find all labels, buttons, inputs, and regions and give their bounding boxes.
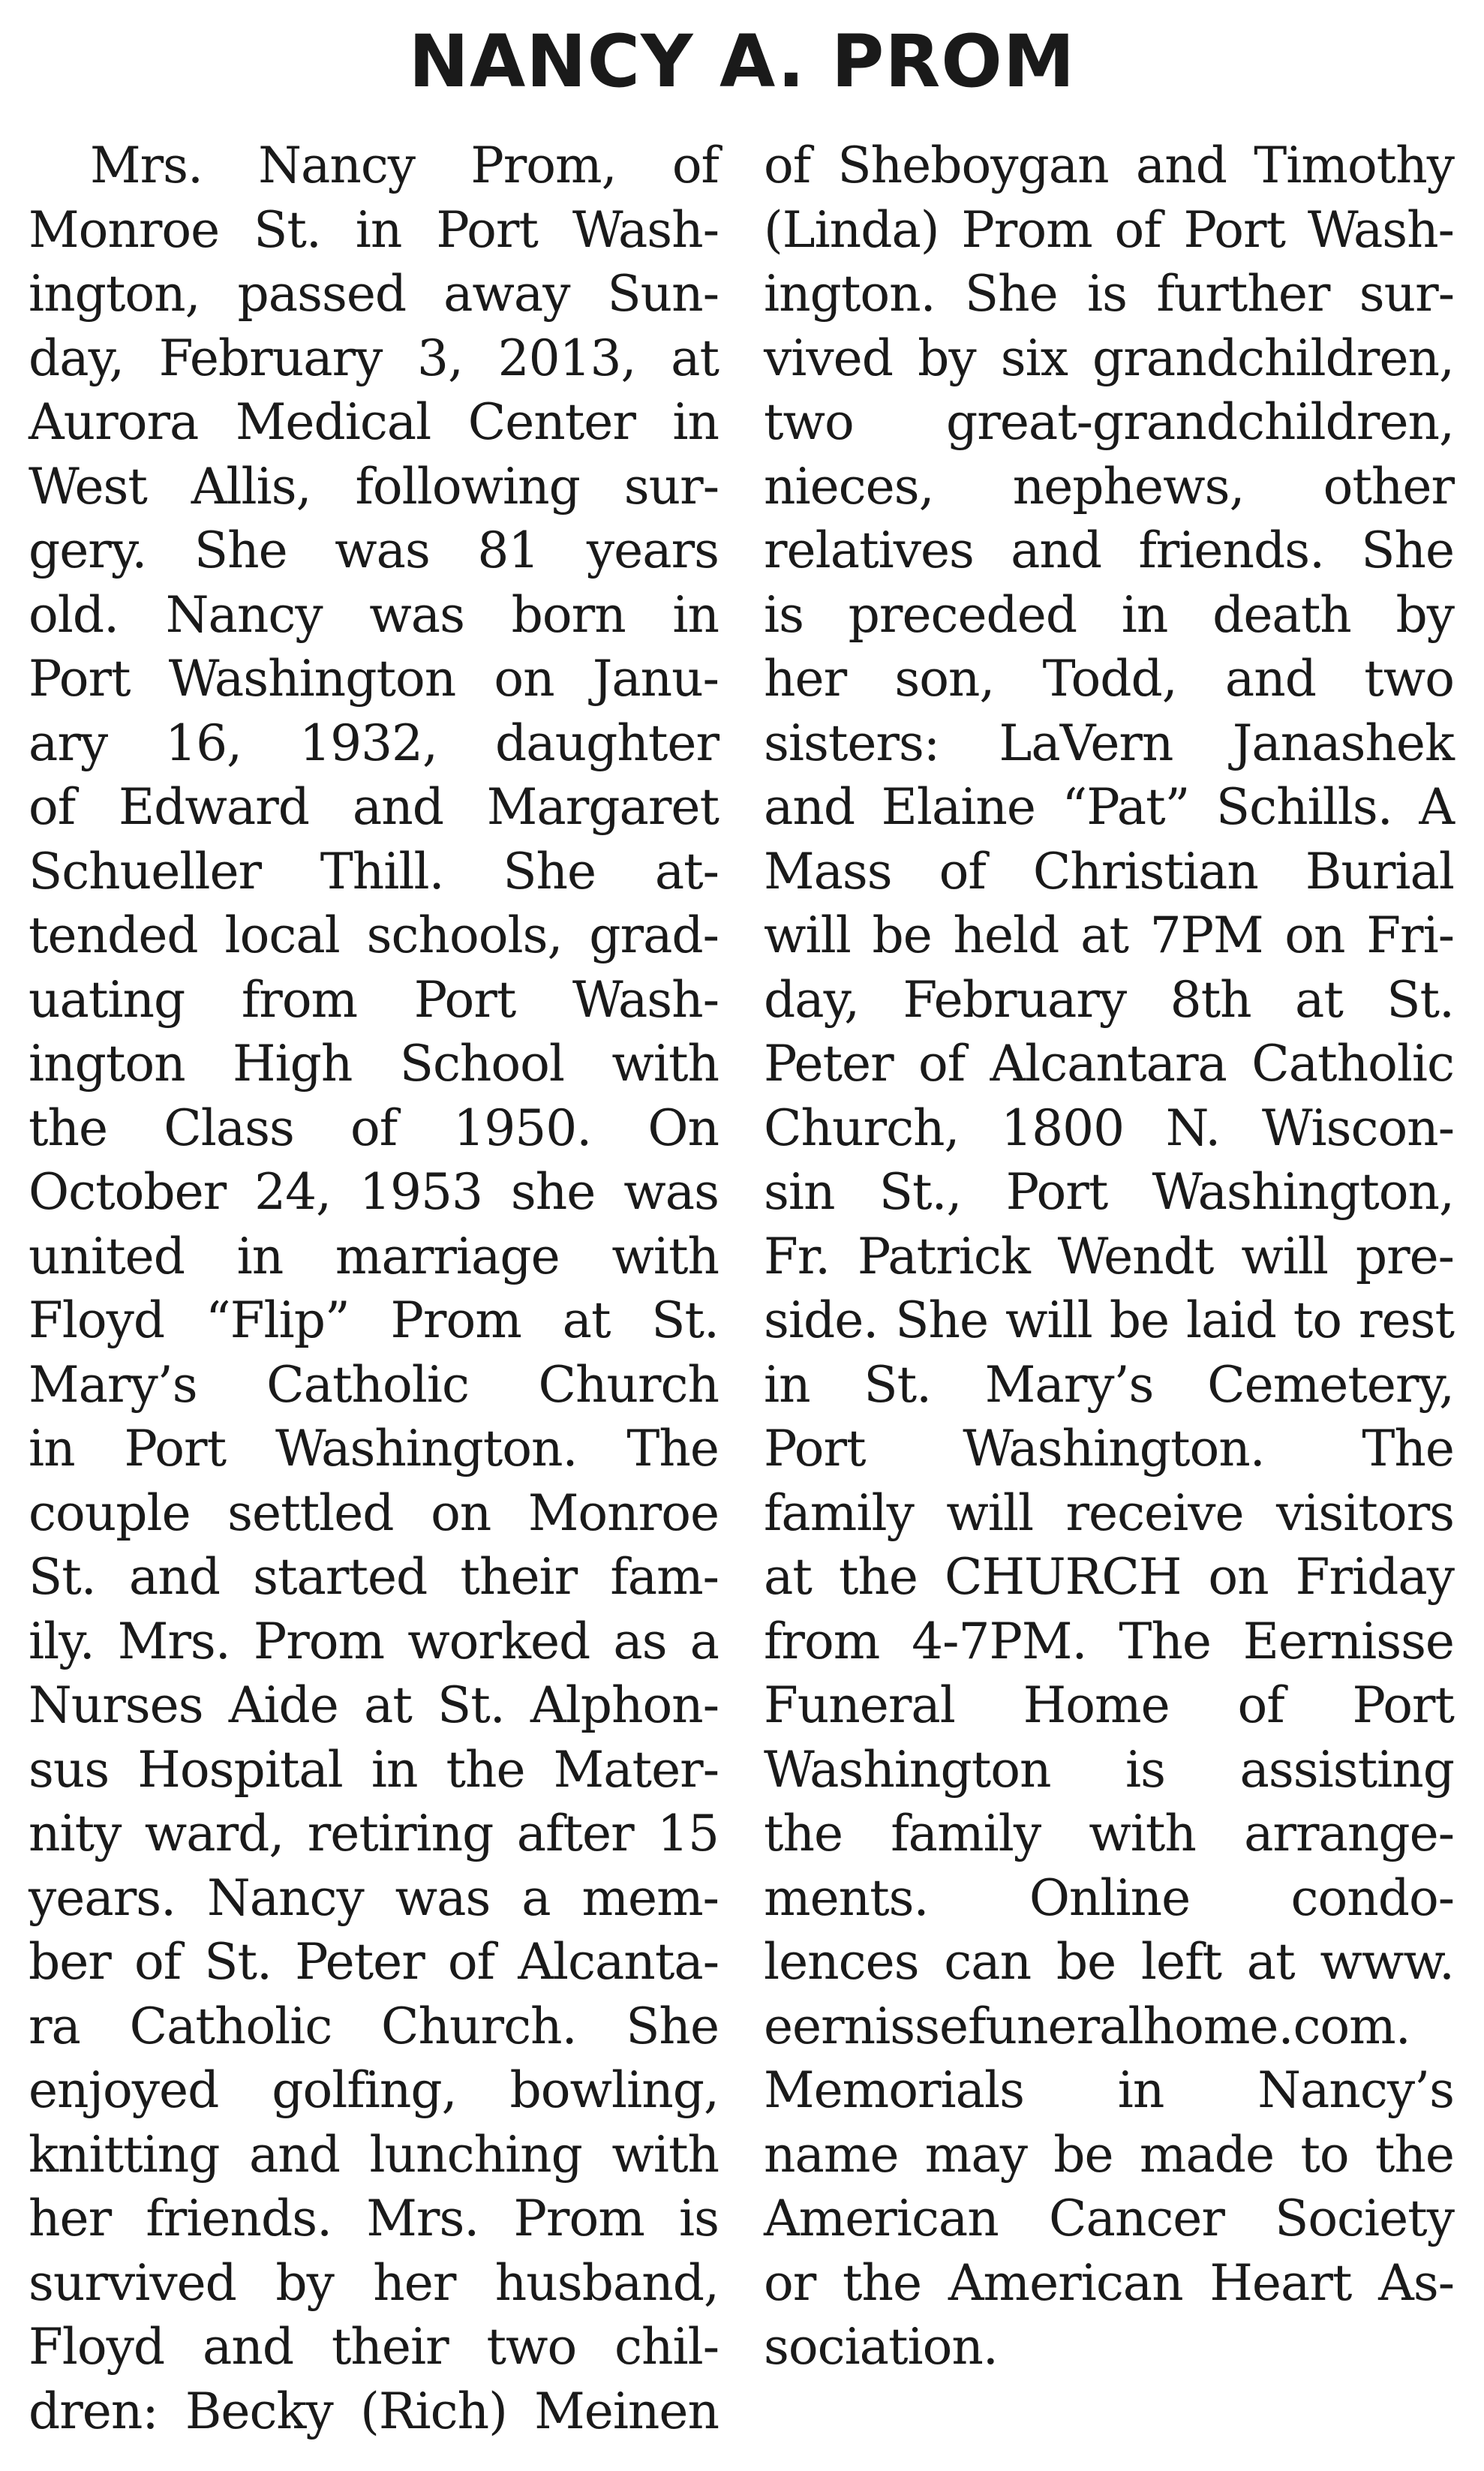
obituary-line: Floyd and their two chil-	[29, 2318, 719, 2376]
obituary-line: Aurora Medical Center in	[29, 393, 719, 451]
obituary-line: dren: Becky (Rich) Meinen	[29, 2382, 719, 2440]
obituary-line: Floyd “Flip” Prom at St.	[29, 1291, 719, 1349]
obituary-line: ra Catholic Church. She	[29, 1997, 719, 2055]
obituary-line: Port Washington. The	[764, 1420, 1454, 1477]
obituary-line: vived by six grandchildren,	[764, 329, 1454, 387]
obituary-line: her friends. Mrs. Prom is	[29, 2190, 719, 2247]
obituary-line: Church, 1800 N. Wiscon-	[764, 1099, 1454, 1157]
obituary-line: ber of St. Peter of Alcanta-	[29, 1933, 719, 1991]
obituary-line: West Allis, following sur-	[29, 457, 719, 516]
obituary-line: family will receive visitors	[764, 1484, 1454, 1542]
obituary-line: in Port Washington. The	[29, 1420, 719, 1477]
obituary-line: sociation.	[764, 2318, 998, 2376]
obituary-line: Nurses Aide at St. Alphon-	[29, 1676, 719, 1734]
obituary-line: ington. She is further sur-	[764, 265, 1454, 323]
obituary-line: ington, passed away Sun-	[29, 265, 719, 323]
obituary-line: American Cancer Society	[764, 2190, 1454, 2247]
obituary-line: of Edward and Margaret	[29, 778, 719, 836]
obituary-line: Memorials in Nancy’s	[764, 2061, 1454, 2119]
obituary-line: ily. Mrs. Prom worked as a	[29, 1612, 719, 1670]
obituary-line: her son, Todd, and two	[764, 650, 1454, 708]
obituary-line: at the CHURCH on Friday	[764, 1548, 1454, 1606]
obituary-line: survived by her husband,	[29, 2253, 719, 2312]
obituary-line: years. Nancy was a mem-	[29, 1868, 719, 1927]
obituary-line: the family with arrange-	[764, 1805, 1454, 1862]
obituary-line: nity ward, retiring after 15	[29, 1805, 719, 1862]
obituary-line: tended local schools, grad-	[29, 906, 719, 964]
obituary-line: Mrs. Nancy Prom, of	[90, 137, 719, 194]
obituary-line: sin St., Port Washington,	[764, 1163, 1454, 1221]
obituary-line: side. She will be laid to rest	[764, 1291, 1454, 1349]
obituary-line: couple settled on Monroe	[29, 1484, 719, 1542]
obituary-line: knitting and lunching with	[29, 2125, 719, 2184]
obituary-line: (Linda) Prom of Port Wash-	[764, 200, 1454, 259]
obituary-column-left	[29, 134, 719, 2443]
obituary-line: ington High School with	[29, 1035, 719, 1093]
obituary-line: Funeral Home of Port	[764, 1676, 1454, 1734]
obituary-line: Mary’s Catholic Church	[29, 1355, 719, 1414]
obituary-line: day, February 3, 2013, at	[29, 329, 719, 387]
obituary-line: St. and started their fam-	[29, 1548, 719, 1606]
obituary-headline: NANCY A. PROM	[408, 20, 1076, 104]
obituary-line: nieces, nephews, other	[764, 457, 1454, 516]
obituary-line: Schueller Thill. She at-	[29, 842, 719, 900]
obituary-line: Fr. Patrick Wendt will pre-	[764, 1227, 1454, 1285]
obituary-line: relatives and friends. She	[764, 522, 1454, 579]
obituary-line: two great-grandchildren,	[764, 393, 1454, 451]
obituary-line: Port Washington on Janu-	[29, 650, 719, 708]
obituary-line: day, February 8th at St.	[764, 970, 1454, 1029]
obituary-line: Washington is assisting	[764, 1740, 1454, 1799]
obituary-line: sisters: LaVern Janashek	[764, 714, 1454, 772]
obituary-line: lences can be left at www.	[764, 1933, 1454, 1991]
obituary-line: Peter of Alcantara Catholic	[764, 1035, 1454, 1093]
obituary-line: or the American Heart As-	[764, 2253, 1454, 2312]
obituary-line: in St. Mary’s Cemetery,	[764, 1355, 1454, 1414]
obituary-line: October 24, 1953 she was	[29, 1163, 719, 1221]
obituary-line: is preceded in death by	[764, 585, 1454, 644]
obituary-line: Mass of Christian Burial	[764, 842, 1454, 900]
obituary-line: gery. She was 81 years	[29, 522, 719, 579]
obituary-line: will be held at 7PM on Fri-	[764, 906, 1454, 964]
obituary-line: sus Hospital in the Mater-	[29, 1740, 719, 1799]
obituary-line: old. Nancy was born in	[29, 585, 719, 644]
obituary-line: of Sheboygan and Timothy	[764, 137, 1454, 194]
obituary-column-right	[764, 134, 1454, 2379]
obituary-line: the Class of 1950. On	[29, 1099, 719, 1157]
obituary-line: united in marriage with	[29, 1227, 719, 1285]
obituary-line: enjoyed golfing, bowling,	[29, 2061, 719, 2119]
obituary-line: Monroe St. in Port Wash-	[29, 200, 719, 259]
obituary-line: ary 16, 1932, daughter	[29, 714, 719, 772]
obituary-line: from 4-7PM. The Eernisse	[764, 1612, 1454, 1670]
obituary-line: eernissefuneralhome.com.	[764, 1997, 1410, 2055]
obituary-line: uating from Port Wash-	[29, 970, 719, 1029]
obituary-line: name may be made to the	[764, 2125, 1454, 2184]
obituary-line: ments. Online condo-	[764, 1868, 1454, 1927]
obituary-line: and Elaine “Pat” Schills. A	[764, 778, 1454, 836]
